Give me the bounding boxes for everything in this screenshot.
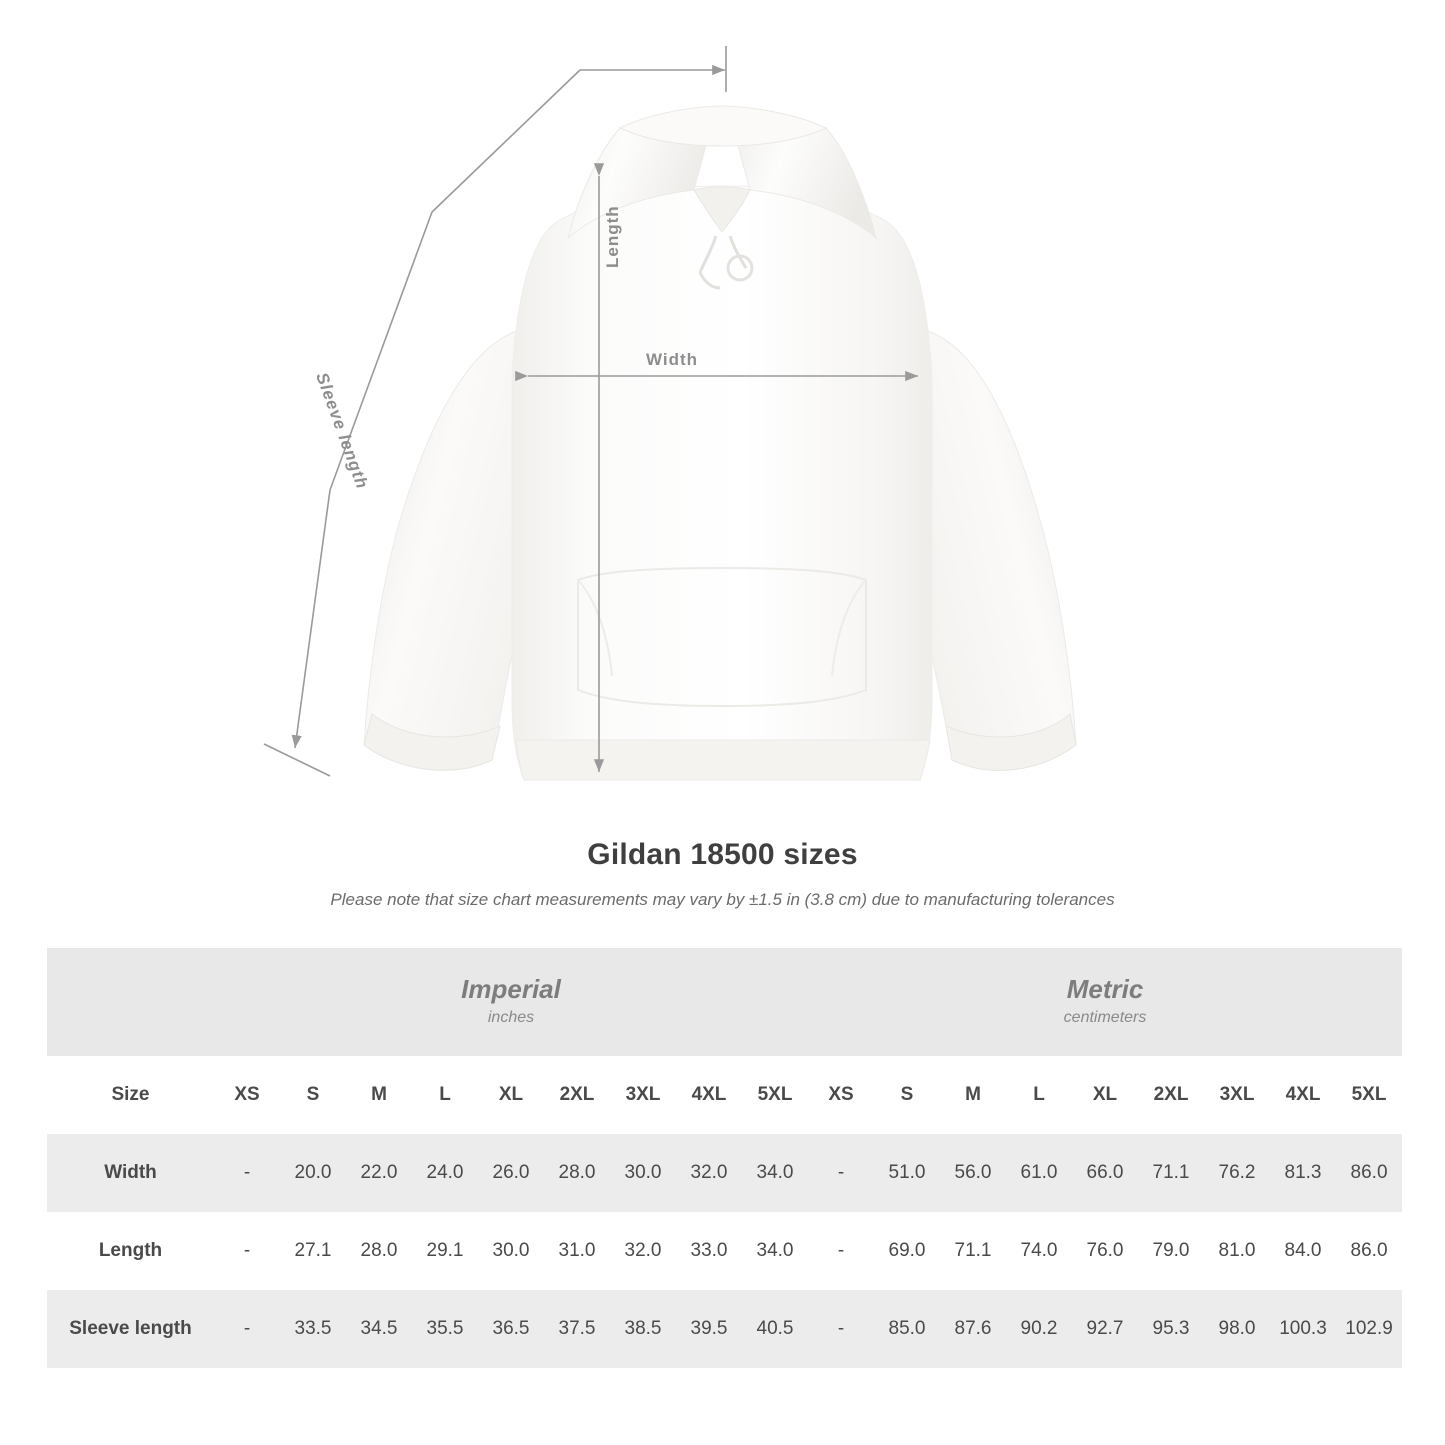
cell-sleeve-2xl-in: 37.5 <box>544 1290 610 1368</box>
col-header-s-metric: S <box>874 1056 940 1134</box>
table-row <box>47 1290 1402 1368</box>
col-header-2xl-metric: 2XL <box>1138 1056 1204 1134</box>
col-header-5xl-metric: 5XL <box>1336 1056 1402 1134</box>
cell-sleeve-l-in: 35.5 <box>412 1290 478 1368</box>
cell-length-xl-in: 30.0 <box>478 1212 544 1290</box>
metric-sublabel: centimeters <box>1063 1009 1147 1027</box>
col-header-xs-metric: XS <box>808 1056 874 1134</box>
cell-length-m-in: 28.0 <box>346 1212 412 1290</box>
cell-width-2xl-cm: 71.1 <box>1138 1134 1204 1212</box>
cell-length-3xl-cm: 81.0 <box>1204 1212 1270 1290</box>
cell-width-s-cm: 51.0 <box>874 1134 940 1212</box>
size-header-row <box>47 1056 1402 1134</box>
col-header-m-imperial: M <box>346 1056 412 1134</box>
cell-width-xl-cm: 66.0 <box>1072 1134 1138 1212</box>
cell-width-4xl-cm: 81.3 <box>1270 1134 1336 1212</box>
col-header-xl-metric: XL <box>1072 1056 1138 1134</box>
cell-length-2xl-cm: 79.0 <box>1138 1212 1204 1290</box>
cell-width-m-cm: 56.0 <box>940 1134 1006 1212</box>
cell-sleeve-3xl-cm: 98.0 <box>1204 1290 1270 1368</box>
unit-header-spacer <box>47 948 214 1056</box>
cell-width-s-in: 20.0 <box>280 1134 346 1212</box>
row-label-length: Length <box>47 1212 214 1290</box>
col-header-size: Size <box>47 1056 214 1134</box>
col-header-s-imperial: S <box>280 1056 346 1134</box>
size-table <box>47 948 1402 1368</box>
col-header-3xl-metric: 3XL <box>1204 1056 1270 1134</box>
cell-length-m-cm: 71.1 <box>940 1212 1006 1290</box>
cell-width-2xl-in: 28.0 <box>544 1134 610 1212</box>
cell-width-l-in: 24.0 <box>412 1134 478 1212</box>
col-header-4xl-metric: 4XL <box>1270 1056 1336 1134</box>
col-header-l-metric: L <box>1006 1056 1072 1134</box>
size-table-wrapper <box>47 948 1399 1368</box>
col-header-5xl-imperial: 5XL <box>742 1056 808 1134</box>
width-label: Width <box>646 350 699 369</box>
cell-width-4xl-in: 32.0 <box>676 1134 742 1212</box>
cell-length-xs-in: - <box>214 1212 280 1290</box>
cell-length-5xl-cm: 86.0 <box>1336 1212 1402 1290</box>
cell-width-m-in: 22.0 <box>346 1134 412 1212</box>
table-row <box>47 1134 1402 1212</box>
cell-length-xl-cm: 76.0 <box>1072 1212 1138 1290</box>
sleeve-length-label: Sleeve length <box>312 370 372 492</box>
cell-sleeve-m-cm: 87.6 <box>940 1290 1006 1368</box>
cell-length-xs-cm: - <box>808 1212 874 1290</box>
cell-width-xs-cm: - <box>808 1134 874 1212</box>
length-label: Length <box>603 205 622 268</box>
row-label-width: Width <box>47 1134 214 1212</box>
cell-length-s-in: 27.1 <box>280 1212 346 1290</box>
cell-length-l-cm: 74.0 <box>1006 1212 1072 1290</box>
cell-sleeve-xs-in: - <box>214 1290 280 1368</box>
col-header-xs-imperial: XS <box>214 1056 280 1134</box>
col-header-xl-imperial: XL <box>478 1056 544 1134</box>
cell-width-3xl-in: 30.0 <box>610 1134 676 1212</box>
table-row <box>47 1212 1402 1290</box>
unit-header-row <box>47 948 1402 1056</box>
col-header-4xl-imperial: 4XL <box>676 1056 742 1134</box>
imperial-label: Imperial <box>461 973 561 1004</box>
cell-width-5xl-in: 34.0 <box>742 1134 808 1212</box>
cell-length-s-cm: 69.0 <box>874 1212 940 1290</box>
cell-sleeve-xl-in: 36.5 <box>478 1290 544 1368</box>
cell-width-3xl-cm: 76.2 <box>1204 1134 1270 1212</box>
cell-sleeve-4xl-cm: 100.3 <box>1270 1290 1336 1368</box>
col-header-m-metric: M <box>940 1056 1006 1134</box>
cell-sleeve-2xl-cm: 95.3 <box>1138 1290 1204 1368</box>
row-label-sleeve-length: Sleeve length <box>47 1290 214 1368</box>
col-header-2xl-imperial: 2XL <box>544 1056 610 1134</box>
cell-width-5xl-cm: 86.0 <box>1336 1134 1402 1212</box>
cell-length-3xl-in: 32.0 <box>610 1212 676 1290</box>
metric-label: Metric <box>1066 973 1144 1004</box>
cell-sleeve-5xl-cm: 102.9 <box>1336 1290 1402 1368</box>
hoodie-graphic <box>364 106 1076 780</box>
cell-sleeve-s-cm: 85.0 <box>874 1290 940 1368</box>
cell-sleeve-xl-cm: 92.7 <box>1072 1290 1138 1368</box>
cell-sleeve-s-in: 33.5 <box>280 1290 346 1368</box>
col-header-l-imperial: L <box>412 1056 478 1134</box>
cell-sleeve-l-cm: 90.2 <box>1006 1290 1072 1368</box>
tolerance-note: Please note that size chart measurements may vary by ±1.5 in (3.8 cm) due to manufacturing tolerances <box>330 890 1115 909</box>
cell-sleeve-3xl-in: 38.5 <box>610 1290 676 1368</box>
cell-sleeve-5xl-in: 40.5 <box>742 1290 808 1368</box>
cell-length-l-in: 29.1 <box>412 1212 478 1290</box>
cell-width-xs-in: - <box>214 1134 280 1212</box>
cell-length-4xl-cm: 84.0 <box>1270 1212 1336 1290</box>
unit-header-metric <box>808 948 1402 1056</box>
cell-sleeve-m-in: 34.5 <box>346 1290 412 1368</box>
cell-sleeve-xs-cm: - <box>808 1290 874 1368</box>
unit-header-imperial <box>214 948 808 1056</box>
imperial-sublabel: inches <box>487 1009 535 1027</box>
col-header-3xl-imperial: 3XL <box>610 1056 676 1134</box>
page-title: Gildan 18500 sizes <box>587 838 858 871</box>
cell-length-2xl-in: 31.0 <box>544 1212 610 1290</box>
cell-width-l-cm: 61.0 <box>1006 1134 1072 1212</box>
cell-length-5xl-in: 34.0 <box>742 1212 808 1290</box>
cell-sleeve-4xl-in: 39.5 <box>676 1290 742 1368</box>
cell-length-4xl-in: 33.0 <box>676 1212 742 1290</box>
cell-width-xl-in: 26.0 <box>478 1134 544 1212</box>
